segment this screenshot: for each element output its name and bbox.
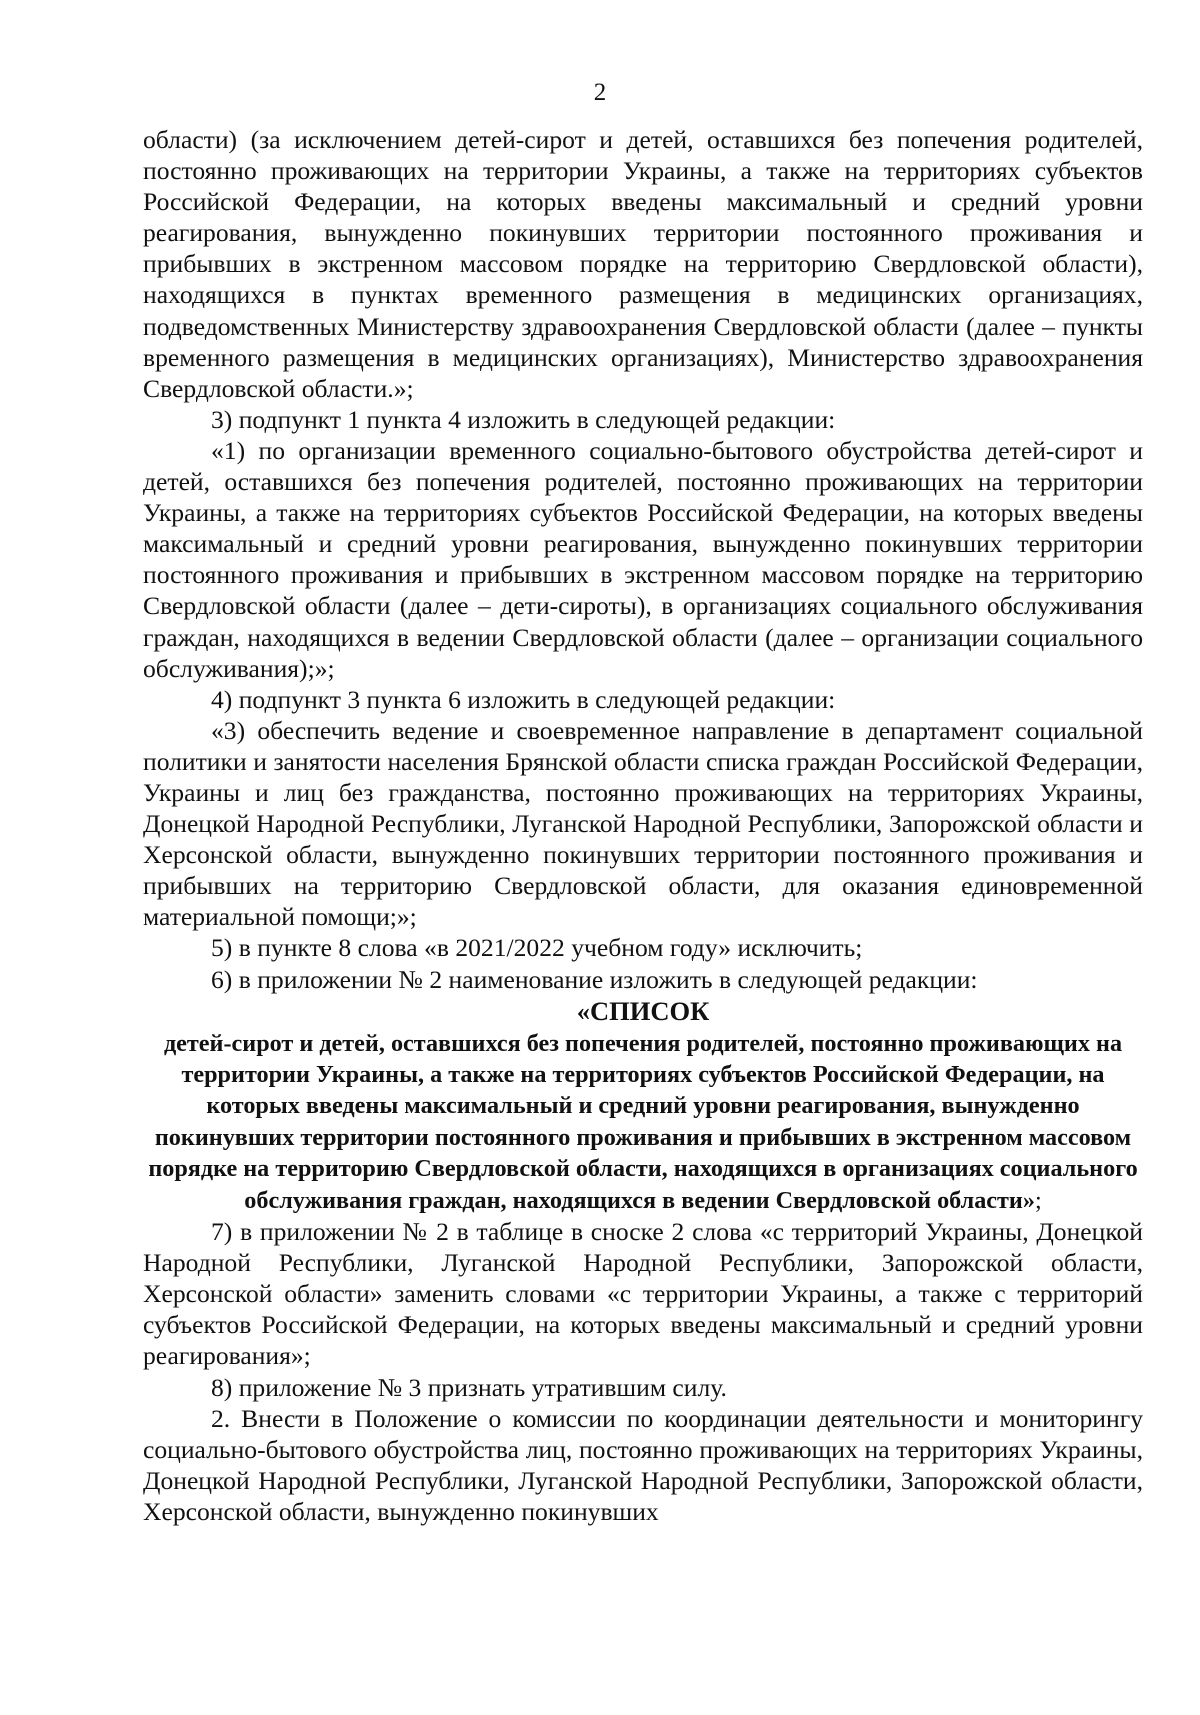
list-heading-subtitle-text: детей-сирот и детей, оставшихся без попечения родителей, постоянно проживающих на территории Украины, а также на территориях субъектов Российской Федерации, на которых введены максимальный и средний уровни реагирования, вынужденно покинувших территории постоянного проживания и прибывших в экстренном массовом порядке на территорию Свердловской области, находящихся в организациях социального обслуживания граждан, находящихся в ведении Свердловской области» xyxy=(148,1029,1138,1214)
paragraph-section-2: 2. Внести в Положение о комиссии по координации деятельности и мониторингу социально-бытового обустройства лиц, постоянно проживающих на территориях Украины, Донецкой Народной Республики, Луганской Народной Республики, Запорожской области, Херсонской области, вынужденно покинувших xyxy=(143,1403,1143,1526)
paragraph-continuation: области) (за исключением детей-сирот и детей, оставшихся без попечения родителей, постоянно проживающих на территории Украины, а также на территориях субъектов Российской Федерации, на которых введены максимальный и средний уровни реагирования, вынужденно покинувших территории постоянного проживания и прибывших в экстренном массовом порядке на территорию Свердловской области), находящихся в пунктах временного размещения в медицинских организациях, подведомственных Министерству здравоохранения Свердловской области (далее – пункты временного размещения в медицинских организациях), Министерство здравоохранения Свердловской области.»; xyxy=(143,125,1143,403)
paragraph-item-5: 5) в пункте 8 слова «в 2021/2022 учебном году» исключить; xyxy=(211,933,863,963)
paragraph-item-3-text: «1) по организации временного социально-бытового обустройства детей-сирот и детей, оставшихся без попечения родителей, постоянно проживающих на территории Украины, а также на территориях субъектов Российской Федерации, на которых введены максимальный и средний уровни реагирования, вынужденно покинувших территории постоянного проживания и прибывших в экстренном массовом порядке на территорию Свердловской области (далее – дети-сироты), в организациях социального обслуживания граждан, находящихся в ведении Свердловской области (далее – организации социального обслуживания);»; xyxy=(143,435,1143,683)
list-heading-tail: ; xyxy=(1034,1186,1042,1214)
paragraph-item-4: 4) подпункт 3 пункта 6 изложить в следующей редакции: xyxy=(211,684,836,714)
document-body xyxy=(143,124,1143,1527)
list-heading-title: «СПИСОК xyxy=(576,995,710,1026)
paragraph-item-8: 8) приложение № 3 признать утратившим силу. xyxy=(211,1372,727,1402)
paragraph-item-4-text: «3) обеспечить ведение и своевременное направление в департамент социальной политики и занятости населения Брянской области списка граждан Российской Федерации, Украины и лиц без гражданства, постоянно проживающих на территориях Украины, Донецкой Народной Республики, Луганской Народной Республики, Запорожской области и Херсонской области, вынужденно покинувших территории постоянного проживания и прибывших на территорию Свердловской области, для оказания единовременной материальной помощи;»; xyxy=(143,715,1143,932)
page-number: 2 xyxy=(593,79,607,106)
paragraph-item-6: 6) в приложении № 2 наименование изложить в следующей редакции: xyxy=(211,964,978,994)
paragraph-item-3: 3) подпункт 1 пункта 4 изложить в следующей редакции: xyxy=(211,404,836,434)
list-heading-subtitle xyxy=(143,1028,1143,1216)
paragraph-item-7: 7) в приложении № 2 в таблице в сноске 2 слова «с территорий Украины, Донецкой Народной Республики, Луганской Народной Республики, Запорожской области, Херсонской области» заменить словами «с территории Украины, а также с территорий субъектов Российской Федерации, на которых введены максимальный и средний уровни реагирования»; xyxy=(143,1217,1143,1371)
